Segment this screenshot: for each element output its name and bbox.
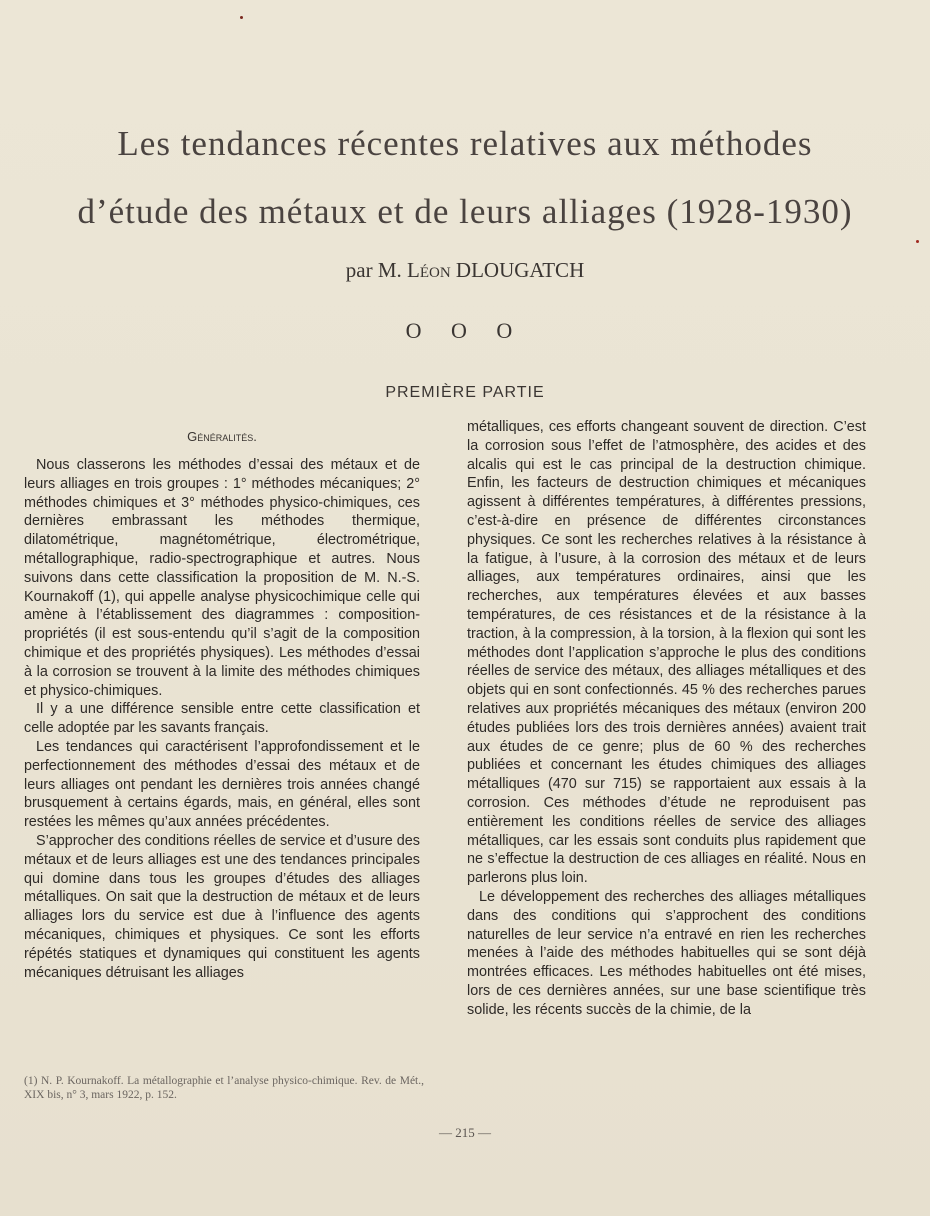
left-column	[24, 456, 420, 982]
ink-speck	[916, 240, 919, 243]
page-number: — 215 —	[439, 1125, 491, 1140]
author-first-name: Léon	[407, 258, 451, 282]
ornament: O O O	[405, 318, 525, 343]
section-heading: Généralités.	[187, 429, 257, 444]
paragraph: S’approcher des conditions réelles de service et d’usure des métaux et de leurs alliages est une des tendances principales qui domine dans tous les groupes d’études des alliages métalliques. On sait que la destruction de métaux et de leurs alliages lors du service est due à l’influence des agents mécaniques, chimiques et physiques. Ce sont les efforts répétés statiques et dynamiques qui constituent les agents mécaniques détruisant les alliages	[24, 832, 420, 981]
footnote: (1) N. P. Kournakoff. La métallographie et l’analyse physico-chimique. Rev. de Mét., XIX bis, n° 3, mars 1922, p. 152.	[24, 1075, 424, 1101]
byline-prefix: par M.	[345, 258, 402, 282]
paragraph: métalliques, ces efforts changeant souvent de direction. C’est la corrosion sous l’effet de l’atmosphère, des acides et des alcalis qui est le cas principal de la destruction chimique. Enfin, les facteurs de destruction chimiques et mécaniques agissent à différentes températures, à différentes pressions, c’est-à-dire en présence de différentes circonstances physiques. Ce sont les recherches relatives à la résistance à la fatigue, à l’usure, à la corrosion des métaux et de leurs alliages, aux températures ordinaires, ainsi que les recherches, aux températures élevées et aux basses températures, de ces résistances et de la résistance à la traction, à la compression, à la torsion, à la flexion qui sont les méthodes dont l’application s’approche le plus des conditions réelles de service des métaux, des alliages métalliques et des objets qui en sont confectionnés. 45 % des recherches parues relatives aux propriétés mécaniques des métaux (environ 200 études publiées lors des trois dernières années) avaient trait aux études de ce genre; plus de 60 % des recherches publiées et concernant les études chimiques des alliages métalliques (470 sur 715) se rapportaient aux essais à la corrosion. Ces méthodes d’étude ne reproduisent pas entièrement les conditions réelles de service des alliages métalliques, car les essais sont conduits plus rapidement que ne s’effectue la destruction de ces alliages en réalité. Nous en parlerons plus loin.	[467, 419, 866, 887]
paragraph: Les tendances qui caractérisent l’approfondissement et le perfectionnement des méthodes d’essai des métaux et de leurs alliages ont pendant les dernières trois années changé brusquement à certains égards, mais, en général, elles sont restées les mêmes qu’aux années précédentes.	[24, 738, 420, 831]
author-last-name: DLOUGATCH	[455, 258, 585, 282]
paragraph: Nous classerons les méthodes d’essai des métaux et de leurs alliages en trois groupes : 1° méthodes mécaniques; 2° méthodes chimiques et 3° méthodes physico-chimiques, ces dernières embrassant les méthodes thermique, dilatométrique, magnétométrique, électrométrique, métallographique, radio-spectrographique et autres. Nous suivons dans cette classification la proposition de M. N.-S. Kournakoff (1), qui appelle analyse physicochimique celle qui amène à l’établissement des diagrammes : composition-propriétés (il est sous-entendu qu’il s’agit de la composition chimique et des propriétés physiques). Les méthodes d’essai à la corrosion se trouvent à la limite des méthodes chimiques et physico-chimiques.	[24, 457, 420, 699]
paragraph: Le développement des recherches des alliages métalliques dans des conditions qui s’approchent des conditions naturelles de leur service n’a entravé en rien les recherches menées à l’aide des méthodes habituelles qui se sont déjà montrées efficaces. Les méthodes habituelles ont été mises, lors de ces dernières années, sur une base scientifique très solide, les récents succès de la chimie, de la	[467, 888, 866, 1018]
byline	[0, 258, 930, 283]
ink-speck	[240, 16, 243, 19]
paragraph: Il y a une différence sensible entre cette classification et celle adoptée par les savants français.	[24, 701, 420, 737]
article-title-line-2: d’étude des métaux et de leurs alliages (1928-1930)	[77, 192, 853, 231]
article-title-line-1: Les tendances récentes relatives aux méthodes	[117, 124, 813, 163]
part-heading: PREMIÈRE PARTIE	[385, 384, 545, 401]
right-column	[467, 418, 866, 1020]
